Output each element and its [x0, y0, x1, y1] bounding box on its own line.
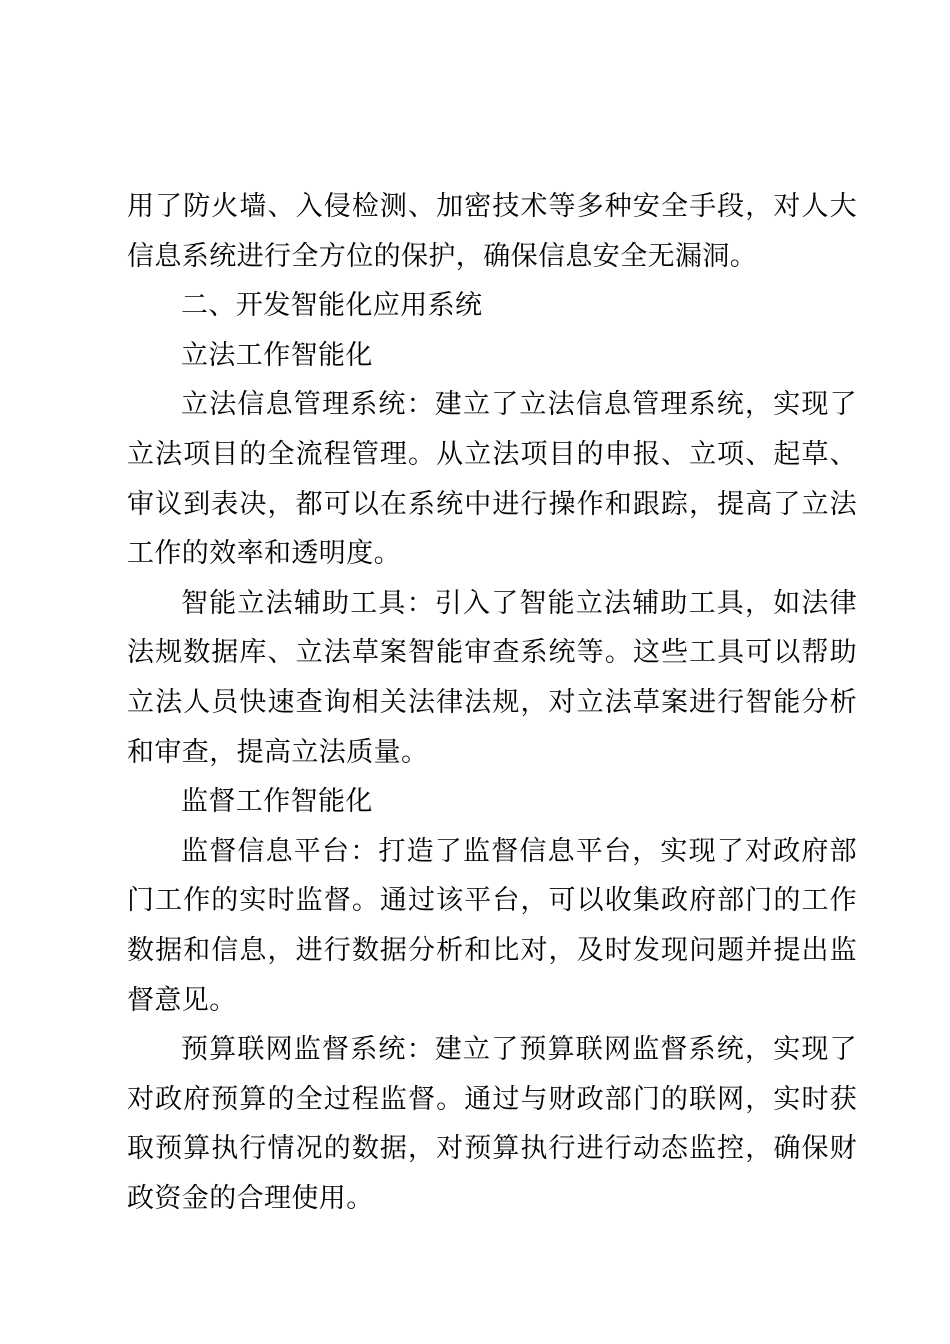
paragraph-supervision-platform: 监督信息平台：打造了监督信息平台，实现了对政府部门工作的实时监督。通过该平台，可以收集政府部门的工作数据和信息，进行数据分析和比对，及时发现问题并提出监督意见。 — [127, 835, 857, 1016]
paragraph-budget-network-supervision: 预算联网监督系统：建立了预算联网监督系统，实现了对政府预算的全过程监督。通过与财政部门的联网，实时获取预算执行情况的数据，对预算执行进行动态监控，确保财政资金的合理使用。 — [127, 1034, 857, 1214]
paragraph-legislation-assist-tools: 智能立法辅助工具：引入了智能立法辅助工具，如法律法规数据库、立法草案智能审查系统等。这些工具可以帮助立法人员快速查询相关法律法规，对立法草案进行智能分析和审查，提高立法质量。 — [127, 587, 857, 768]
section-heading-smart-apps: 二、开发智能化应用系统 — [181, 290, 483, 322]
paragraph-security-continuation: 用了防火墙、入侵检测、加密技术等多种安全手段，对人大信息系统进行全方位的保护，确保信息安全无漏洞。 — [127, 191, 857, 272]
paragraph-legislation-info-system: 立法信息管理系统：建立了立法信息管理系统，实现了立法项目的全流程管理。从立法项目的申报、立项、起草、审议到表决，都可以在系统中进行操作和跟踪，提高了立法工作的效率和透明度。 — [127, 389, 857, 570]
document-body — [127, 182, 857, 1223]
subheading-legislation: 立法工作智能化 — [181, 339, 373, 371]
subheading-supervision: 监督工作智能化 — [181, 786, 373, 818]
